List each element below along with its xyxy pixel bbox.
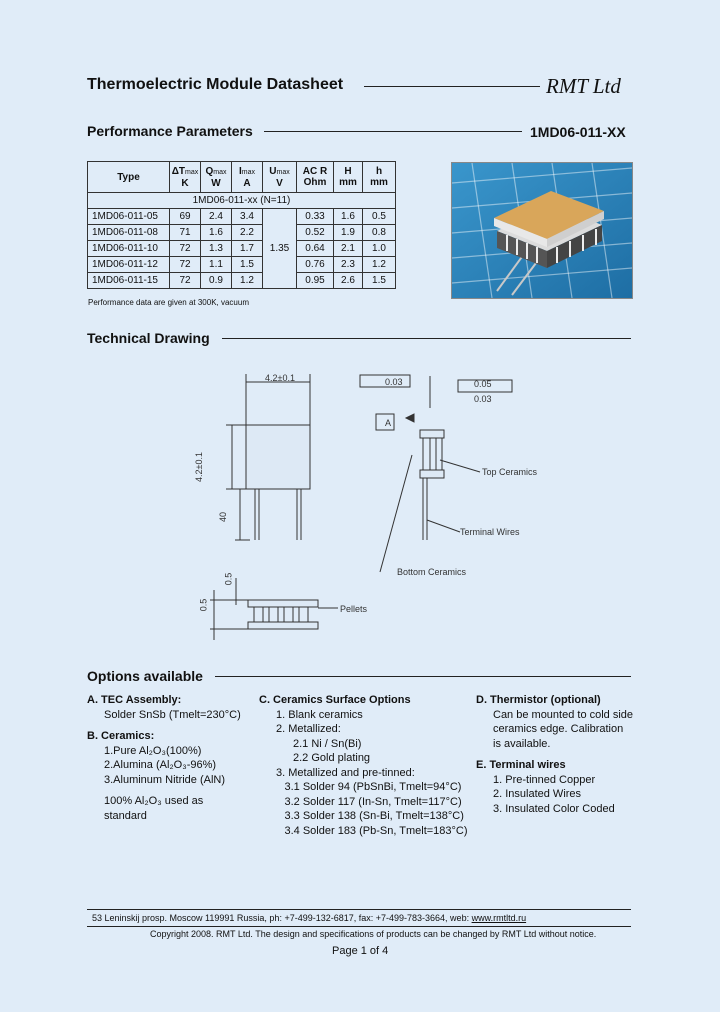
cell-q: 2.4 xyxy=(201,209,232,225)
option-item: ceramics edge. Calibration xyxy=(493,723,624,735)
section-rule xyxy=(222,338,631,339)
label-terminal-wires: Terminal Wires xyxy=(460,527,520,537)
tolerance-flatness: 0.03 xyxy=(385,377,403,387)
cell-umax: 1.35 xyxy=(263,209,297,289)
section-title-drawing: Technical Drawing xyxy=(87,330,210,346)
cell-H: 1.9 xyxy=(334,225,363,241)
col-qmax: Qmax W xyxy=(201,162,232,193)
technical-drawing xyxy=(190,360,550,650)
option-item: 1. Pre-tinned Copper xyxy=(493,773,596,786)
dim-h1: 0.5 xyxy=(223,572,234,586)
options-col-assembly-ceramics xyxy=(87,693,247,823)
col-dtmax: ΔTmax K xyxy=(170,162,201,193)
options-col-surface xyxy=(259,693,469,838)
table-note: Performance data are given at 300K, vacuum xyxy=(88,298,249,307)
option-item: 2.2 Gold plating xyxy=(293,752,371,764)
footer-rule-2 xyxy=(87,926,631,927)
dim-wire-length: 40 xyxy=(218,511,229,523)
dim-width: 4.2±0.1 xyxy=(265,373,295,383)
option-item: 100% Al₂O₃ used as standard xyxy=(104,795,204,822)
cell-H: 2.1 xyxy=(334,241,363,257)
cell-i: 1.2 xyxy=(232,273,263,289)
footer-rule xyxy=(87,909,631,910)
option-heading: E. Terminal wires xyxy=(476,759,566,771)
copyright: Copyright 2008. RMT Ltd. The design and specifications of products can be changed by RMT Ltd without notice. xyxy=(150,929,597,939)
section-title-performance: Performance Parameters xyxy=(87,123,253,139)
option-item xyxy=(476,751,636,758)
performance-table xyxy=(87,161,396,289)
cell-acr: 0.76 xyxy=(297,257,334,273)
label-top-ceramics: Top Ceramics xyxy=(482,467,538,477)
table-row xyxy=(88,225,396,241)
tolerance-flatness-2: 0.03 xyxy=(474,394,492,404)
col-imax: Imax A xyxy=(232,162,263,193)
cell-i: 1.7 xyxy=(232,241,263,257)
model-code: 1MD06-011-XX xyxy=(530,124,626,140)
cell-type: 1MD06-011-08 xyxy=(88,225,170,241)
option-heading: D. Thermistor (optional) xyxy=(476,694,601,706)
cell-type: 1MD06-011-05 xyxy=(88,209,170,225)
section-rule xyxy=(215,676,631,677)
option-item: 3. Metallized and pre-tinned: xyxy=(276,766,415,779)
option-heading: A. TEC Assembly: xyxy=(87,694,182,706)
option-item: 3.Aluminum Nitride (AlN) xyxy=(104,773,226,786)
option-item: 1.Pure Al₂O₃(100%) xyxy=(104,744,202,757)
cell-q: 1.1 xyxy=(201,257,232,273)
option-item: 2. Metallized: xyxy=(276,723,341,735)
col-umax: Umax V xyxy=(263,162,297,193)
tolerance-parallel: 0.05 xyxy=(474,379,492,389)
brand-logo: RMT Ltd xyxy=(546,74,621,98)
option-item: 3. Insulated Color Coded xyxy=(493,802,615,815)
col-type: Type xyxy=(88,162,170,193)
cell-H: 2.3 xyxy=(334,257,363,273)
option-item: 1. Blank ceramics xyxy=(276,708,363,721)
cell-q: 1.3 xyxy=(201,241,232,257)
cell-h: 0.8 xyxy=(363,225,396,241)
col-acr: AC R Ohm xyxy=(297,162,334,193)
cell-dt: 72 xyxy=(170,241,201,257)
options-col-thermistor-wires xyxy=(476,693,636,816)
option-heading: C. Ceramics Surface Options xyxy=(259,694,411,706)
label-pellets: Pellets xyxy=(340,604,368,614)
page-number: Page 1 of 4 xyxy=(332,945,389,957)
option-item: is available. xyxy=(493,737,551,750)
table-header-row xyxy=(88,162,396,193)
cell-dt: 72 xyxy=(170,273,201,289)
cell-dt: 71 xyxy=(170,225,201,241)
cell-H: 2.6 xyxy=(334,273,363,289)
dim-h2: 0.5 xyxy=(198,598,209,612)
table-row xyxy=(88,257,396,273)
option-item: 3.2 Solder 117 (In-Sn, Tmelt=117°C) xyxy=(284,795,462,808)
cell-h: 1.2 xyxy=(363,257,396,273)
option-item: 2.Alumina (Al₂O₃-96%) xyxy=(104,759,217,771)
option-item: Can be mounted to cold side xyxy=(493,708,634,721)
col-H: H mm xyxy=(334,162,363,193)
cell-q: 0.9 xyxy=(201,273,232,289)
cell-h: 0.5 xyxy=(363,209,396,225)
table-row xyxy=(88,209,396,225)
option-item: 2. Insulated Wires xyxy=(493,788,582,800)
option-heading: B. Ceramics: xyxy=(87,730,155,742)
section-title-options: Options available xyxy=(87,668,203,684)
option-item: 2.1 Ni / Sn(Bi) xyxy=(293,737,362,750)
label-bottom-ceramics: Bottom Ceramics xyxy=(397,567,467,577)
cell-acr: 0.52 xyxy=(297,225,334,241)
cell-i: 3.4 xyxy=(232,209,263,225)
footer-address xyxy=(92,913,526,923)
datum-label: A xyxy=(385,418,392,428)
col-h: h mm xyxy=(363,162,396,193)
table-group-row xyxy=(88,193,396,209)
address-text: 53 Leninskij prosp. Moscow 119991 Russia, ph: +7-499-132-6817, fax: +7-499-783-3664, web: xyxy=(92,913,472,923)
dim-height: 4.2±0.1 xyxy=(193,452,204,482)
cell-acr: 0.33 xyxy=(297,209,334,225)
header-rule xyxy=(364,86,540,87)
option-item xyxy=(87,722,247,729)
section-rule xyxy=(264,131,522,132)
option-item xyxy=(87,787,247,794)
option-item: 3.3 Solder 138 (Sn-Bi, Tmelt=138°C) xyxy=(284,810,464,822)
table-row xyxy=(88,273,396,289)
cell-acr: 0.64 xyxy=(297,241,334,257)
cell-dt: 69 xyxy=(170,209,201,225)
cell-i: 2.2 xyxy=(232,225,263,241)
cell-dt: 72 xyxy=(170,257,201,273)
cell-type: 1MD06-011-15 xyxy=(88,273,170,289)
cell-acr: 0.95 xyxy=(297,273,334,289)
option-item: Solder SnSb (Tmelt=230°C) xyxy=(104,708,241,721)
cell-type: 1MD06-011-12 xyxy=(88,257,170,273)
option-item: 3.1 Solder 94 (PbSnBi, Tmelt=94°C) xyxy=(284,781,462,793)
product-photo xyxy=(451,162,633,299)
cell-i: 1.5 xyxy=(232,257,263,273)
cell-type: 1MD06-011-10 xyxy=(88,241,170,257)
cell-h: 1.5 xyxy=(363,273,396,289)
cell-q: 1.6 xyxy=(201,225,232,241)
tec-module-image xyxy=(452,163,632,298)
table-row xyxy=(88,241,396,257)
cell-H: 1.6 xyxy=(334,209,363,225)
website-link[interactable]: www.rmtltd.ru xyxy=(471,913,527,923)
group-label: 1MD06-011-xx (N=11) xyxy=(88,193,396,209)
option-item: 3.4 Solder 183 (Pb-Sn, Tmelt=183°C) xyxy=(284,824,468,837)
cell-h: 1.0 xyxy=(363,241,396,257)
document-title: Thermoelectric Module Datasheet xyxy=(87,76,344,93)
